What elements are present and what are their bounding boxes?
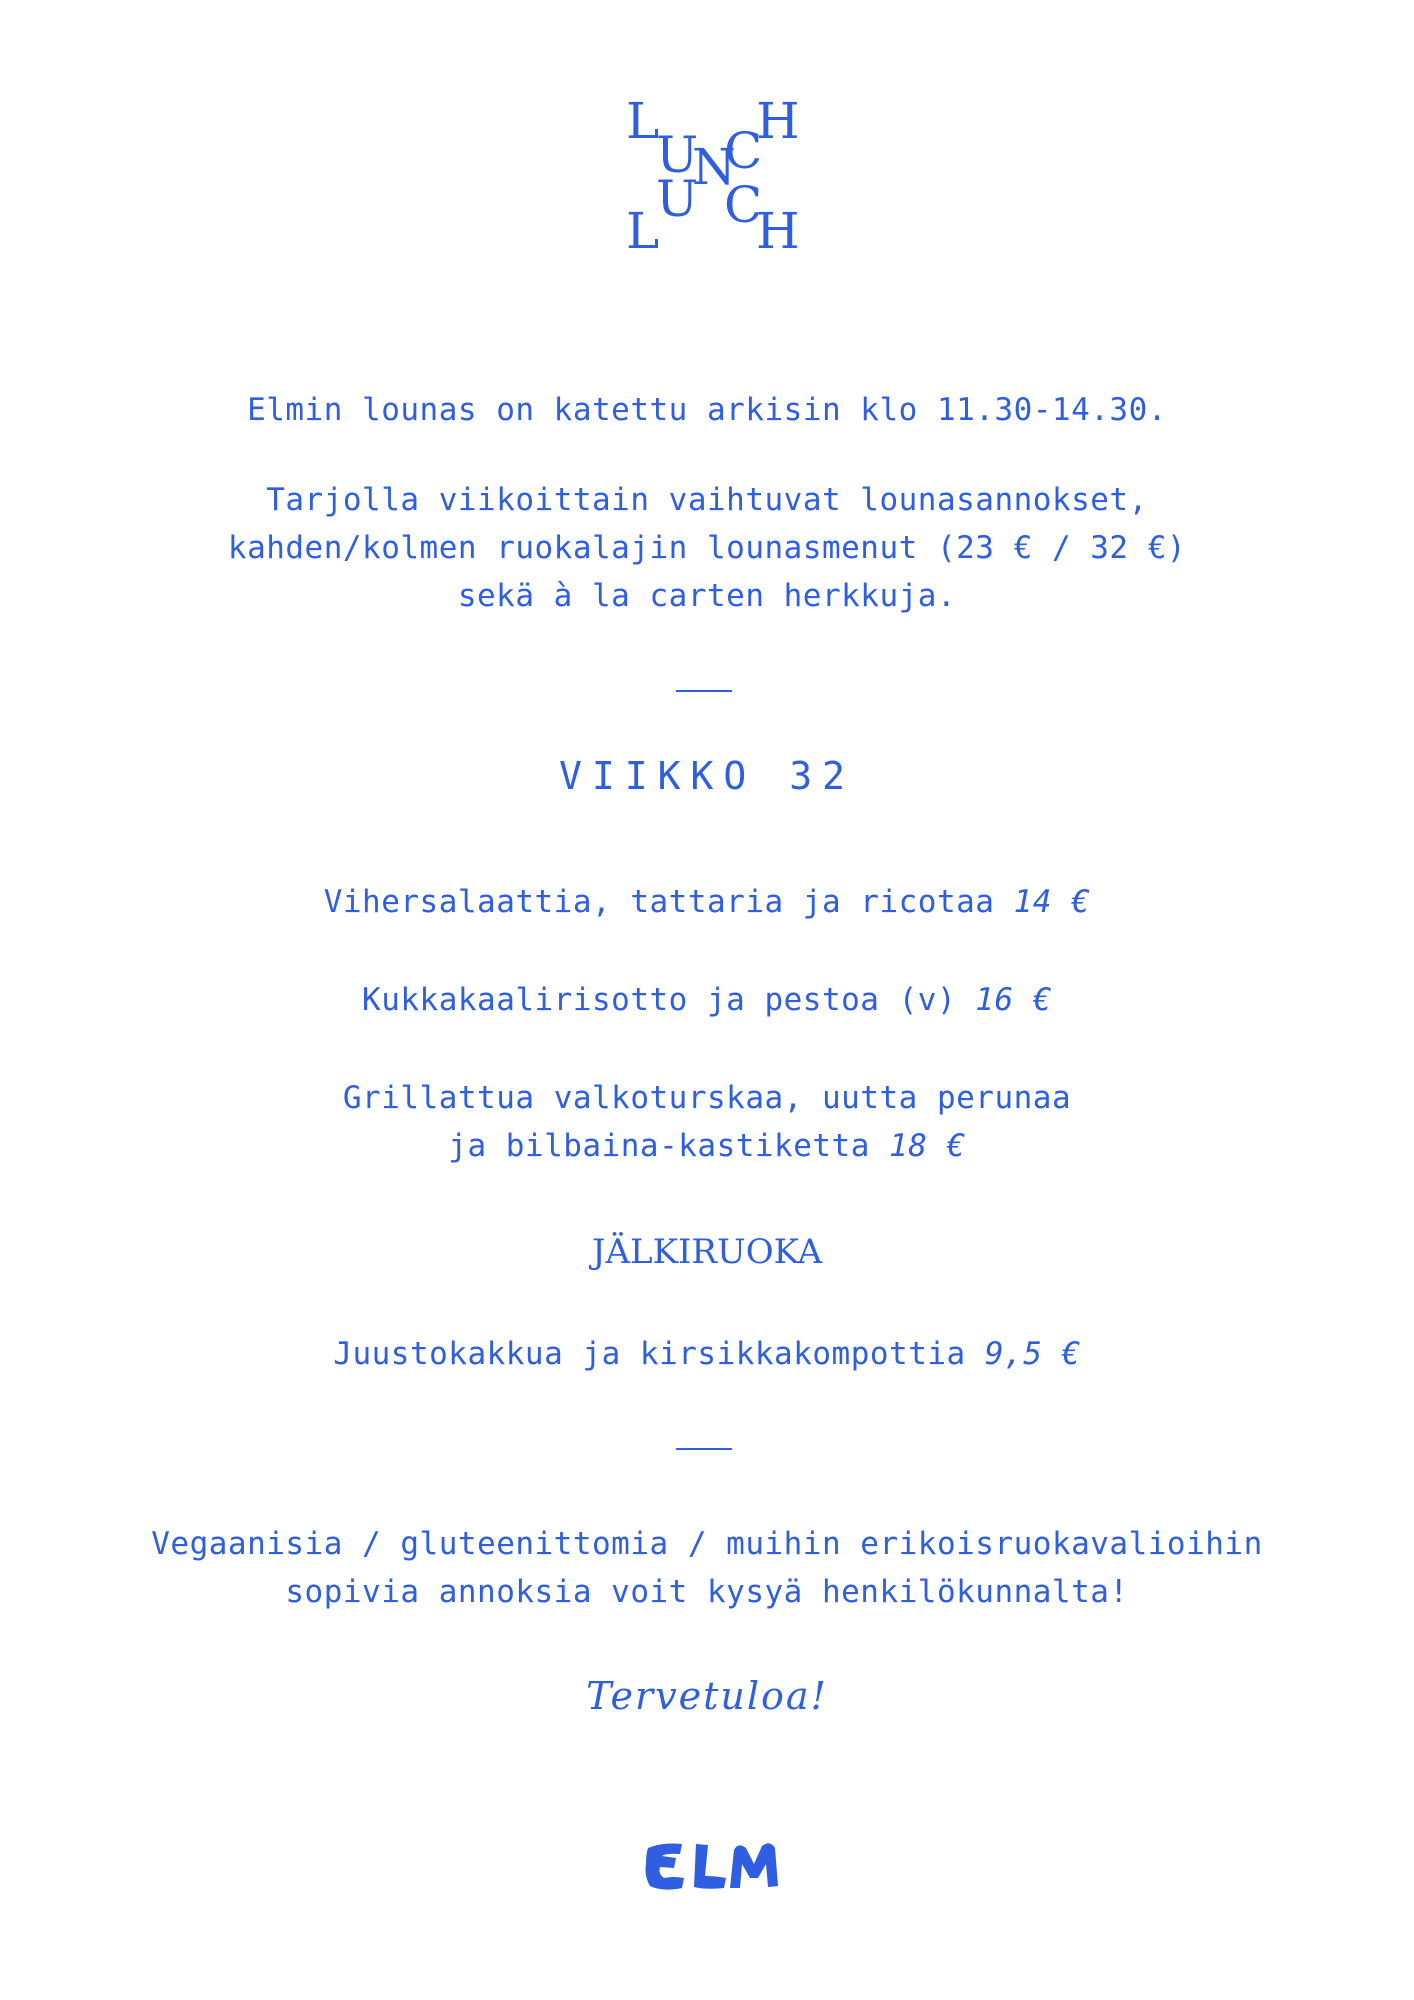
dish-name: Kukkakaalirisotto ja pestoa (v) — [362, 982, 957, 1018]
logo-letter: U — [656, 126, 699, 184]
offer-line: Tarjolla viikoittain vaihtuvat lounasannokset, — [266, 482, 1148, 518]
logo-letter: U — [656, 170, 699, 228]
offer-line: kahden/kolmen ruokalajin lounasmenut (23 € / 32 €) — [227, 530, 1187, 566]
dish-price: 16 € — [975, 982, 1052, 1018]
logo-letter: H — [756, 92, 800, 150]
dietary-note-line: Vegaanisia / gluteenittomia / muihin erikoisruokavalioihin — [151, 1526, 1263, 1562]
lunch-logo — [620, 92, 810, 260]
dish-item — [0, 1074, 1414, 1170]
dish-name: Vihersalaattia, tattaria ja ricotaa — [323, 884, 995, 920]
logo-letter: C — [724, 176, 763, 234]
week-title-text: VIIKKO 32 — [559, 754, 855, 798]
elm-brand-logo — [642, 1836, 782, 1896]
dish-item — [0, 878, 1414, 926]
dietary-note-line: sopivia annoksia voit kysyä henkilökunnalta! — [285, 1574, 1129, 1610]
logo-letter: H — [756, 202, 800, 260]
opening-hours-text: Elmin lounas on katettu arkisin klo 11.30-14.30. — [247, 392, 1167, 428]
logo-letter: C — [724, 122, 763, 180]
dessert-name: Juustokakkua ja kirsikkakompottia — [333, 1336, 966, 1372]
dish-price: 18 € — [889, 1128, 966, 1164]
offer-line: sekä à la carten herkkuja. — [457, 578, 957, 614]
opening-hours — [0, 386, 1414, 434]
dish-name: ja bilbaina-kastiketta — [448, 1128, 870, 1164]
dessert-heading — [0, 1228, 1414, 1276]
offer-description — [0, 476, 1414, 620]
dish-item — [0, 976, 1414, 1024]
dessert-item — [0, 1330, 1414, 1378]
logo-letter: L — [626, 202, 660, 260]
welcome-text-value: Tervetuloa! — [586, 1674, 828, 1718]
dessert-price: 9,5 € — [984, 1336, 1081, 1372]
dietary-note — [0, 1520, 1414, 1616]
logo-letter: N — [692, 138, 736, 196]
dessert-heading-text: JÄLKIRUOKA — [591, 1232, 823, 1272]
divider — [676, 690, 732, 692]
dish-price: 14 € — [1013, 884, 1091, 920]
week-title — [0, 752, 1414, 800]
logo-letter: L — [626, 92, 660, 150]
divider — [676, 1448, 732, 1450]
welcome-text — [0, 1672, 1414, 1720]
dish-name: Grillattua valkoturskaa, uutta perunaa — [342, 1080, 1072, 1116]
